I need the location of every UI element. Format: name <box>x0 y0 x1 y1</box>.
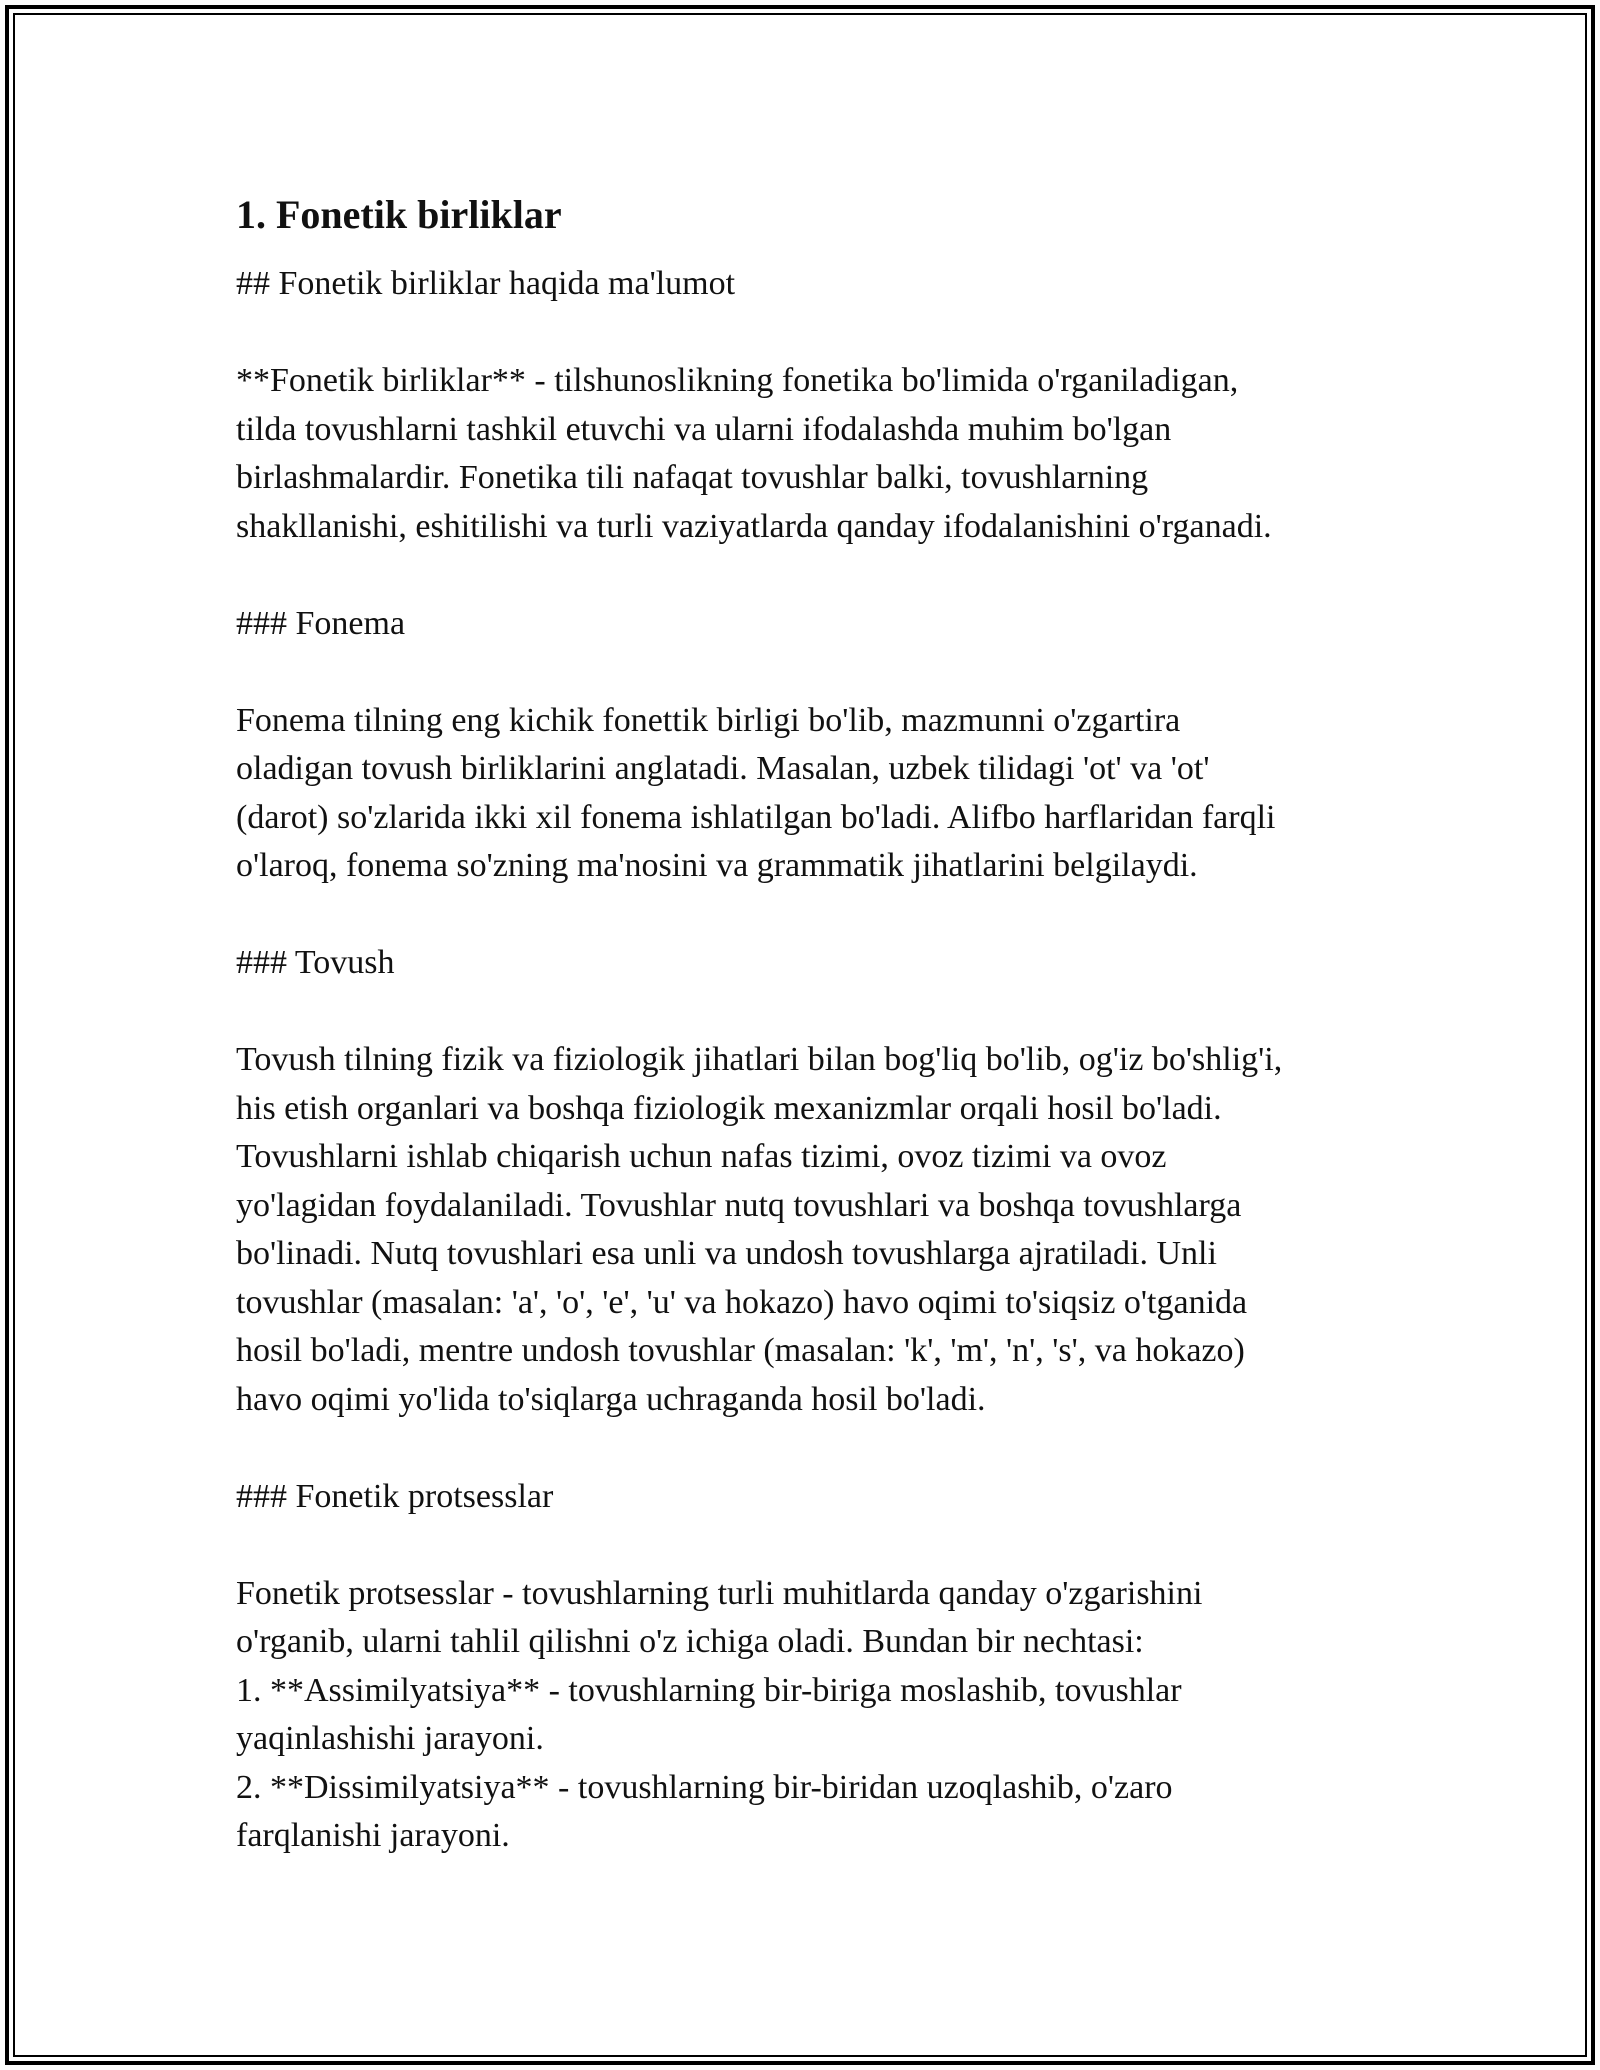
paragraph-gap <box>236 891 1386 940</box>
paragraph-line: tovushlar (masalan: 'a', 'o', 'e', 'u' va hokazo) havo oqimi to'siqsiz o'tganida <box>236 1283 1248 1321</box>
paragraph-line: Fonetik protsesslar - tovushlarning turli muhitlarda qanday o'zgarishini <box>236 1574 1203 1612</box>
section-heading-fonetik-protsesslar: ### Fonetik protsesslar <box>236 1477 554 1515</box>
paragraph-line: o'laroq, fonema so'zning ma'nosini va grammatik jihatlarini belgilaydi. <box>236 847 1198 884</box>
list-item-assimilyatsiya: 1. **Assimilyatsiya** - tovushlarning bir-biriga moslashib, tovushlar <box>236 1671 1182 1709</box>
paragraph-line: **Fonetik birliklar** - tilshunoslikning fonetika bo'limida o'rganiladigan, <box>236 362 1239 399</box>
section-body-tovush <box>236 1036 1386 1424</box>
section-heading-tovush: ### Tovush <box>236 944 395 981</box>
paragraph-line: Tovush tilning fizik va fiziologik jihatlari bilan bog'liq bo'lib, og'iz bo'shlig'i, <box>236 1041 1283 1078</box>
list-item-dissimilyatsiya: 2. **Dissimilyatsiya** - tovushlarning bir-biridan uzoqlashib, o'zaro <box>236 1768 1173 1806</box>
section-heading-fonema: ### Fonema <box>236 604 406 642</box>
paragraph-line: his etish organlari va boshqa fiziologik mexanizmlar orqali hosil bo'ladi. <box>236 1089 1222 1127</box>
paragraph-line: (darot) so'zlarida ikki xil fonema ishlatilgan bo'ladi. Alifbo harflaridan farqli <box>236 798 1276 836</box>
document-subtitle: ## Fonetik birliklar haqida ma'lumot <box>236 265 736 302</box>
paragraph-line: havo oqimi yo'lida to'siqlarga uchraganda hosil bo'ladi. <box>236 1380 986 1418</box>
list-item-continuation: yaqinlashishi jarayoni. <box>236 1720 544 1757</box>
section-body-fonetik-protsesslar <box>236 1570 1386 1861</box>
paragraph-line: shakllanishi, eshitilishi va turli vaziyatlarda qanday ifodalanishini o'rganadi. <box>236 507 1272 545</box>
paragraph-gap <box>236 1521 1386 1570</box>
paragraph-gap <box>236 309 1386 358</box>
paragraph-line: tilda tovushlarni tashkil etuvchi va ularni ifodalashda muhim bo'lgan <box>236 410 1172 448</box>
paragraph-line: birlashmalardir. Fonetika tili nafaqat tovushlar balki, tovushlarning <box>236 459 1149 496</box>
list-item-continuation: farqlanishi jarayoni. <box>236 1817 510 1854</box>
paragraph-line: oladigan tovush birliklarini anglatadi. Masalan, uzbek tilidagi 'ot' va 'ot' <box>236 750 1210 787</box>
paragraph-gap <box>236 988 1386 1037</box>
section-body-fonema <box>236 697 1386 891</box>
paragraph-line: bo'linadi. Nutq tovushlari esa unli va undosh tovushlarga ajratiladi. Unli <box>236 1235 1217 1272</box>
paragraph-line: yo'lagidan foydalaniladi. Tovushlar nutq tovushlari va boshqa tovushlarga <box>236 1186 1242 1224</box>
document-title: 1. Fonetik birliklar <box>236 192 562 237</box>
paragraph-line: Fonema tilning eng kichik fonettik birligi bo'lib, mazmunni o'zgartira <box>236 701 1181 739</box>
paragraph-line: o'rganib, ularni tahlil qilishni o'z ichiga oladi. Bundan bir nechtasi: <box>236 1623 1144 1660</box>
paragraph-gap <box>236 1424 1386 1473</box>
paragraph-gap <box>236 551 1386 600</box>
paragraph-line: hosil bo'ladi, mentre undosh tovushlar (masalan: 'k', 'm', 'n', 's', va hokazo) <box>236 1332 1245 1369</box>
paragraph-gap <box>236 648 1386 697</box>
document-body <box>236 190 1386 1861</box>
paragraph-line: Tovushlarni ishlab chiqarish uchun nafas tizimi, ovoz tizimi va ovoz <box>236 1138 1167 1175</box>
intro-paragraph <box>236 357 1386 551</box>
